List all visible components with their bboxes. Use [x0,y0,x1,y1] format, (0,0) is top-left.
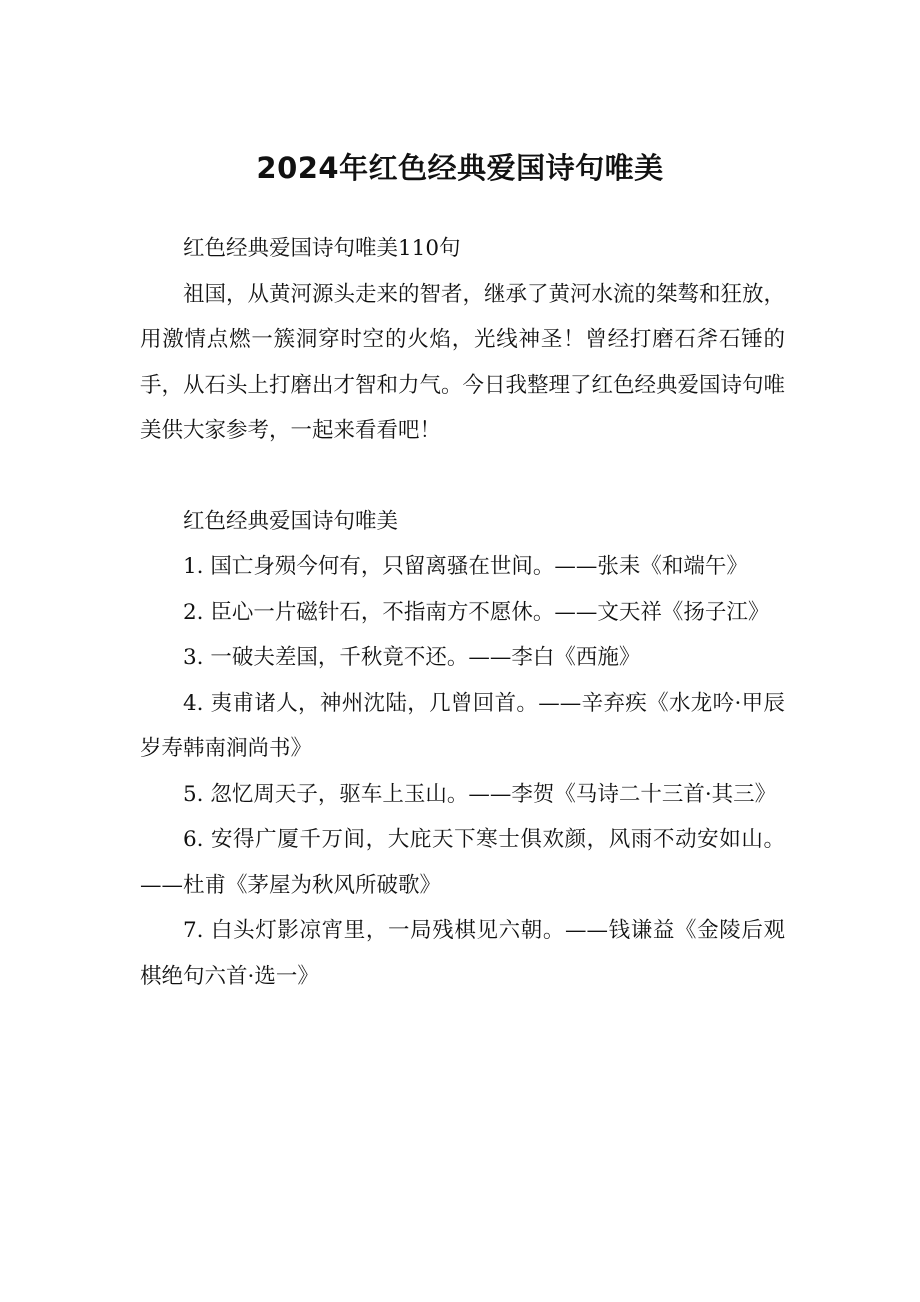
poem-item: 4. 夷甫诸人，神州沈陆，几曾回首。——辛弃疾《水龙吟·甲辰岁寿韩南涧尚书》 [140,690,785,761]
poem-item: 1. 国亡身殒今何有，只留离骚在世间。——张耒《和端午》 [183,554,748,579]
subtitle: 红色经典爱国诗句唯美110句 [183,236,461,261]
poem-item: 2. 臣心一片磁针石，不指南方不愿休。——文天祥《扬子江》 [183,599,770,625]
poem-item: 7. 白头灯影凉宵里，一局残棋见六朝。——钱谦益《金陵后观棋绝句六首·选一》 [140,918,785,989]
intro-paragraph: 祖国，从黄河源头走来的智者，继承了黄河水流的桀骜和狂放，用激情点燃一簇洞穿时空的火焰，光线神圣！曾经打磨石斧石锤的手，从石头上打磨出才智和力气。今日我整理了红色经典爱国诗句唯美供大家参考，一起来看看吧！ [140,281,786,443]
document-title: 2024年红色经典爱国诗句唯美 [256,151,664,185]
section-heading: 红色经典爱国诗句唯美 [183,508,399,534]
poem-item: 5. 忽忆周天子，驱车上玉山。——李贺《马诗二十三首·其三》 [183,781,777,807]
poem-item: 6. 安得广厦千万间，大庇天下寒士俱欢颜，风雨不动安如山。——杜甫《茅屋为秋风所破歌》 [140,827,785,898]
paragraph-spacer [140,454,785,499]
document-body [140,226,785,999]
poem-item: 3. 一破夫差国，千秋竟不还。——李白《西施》 [183,645,641,670]
